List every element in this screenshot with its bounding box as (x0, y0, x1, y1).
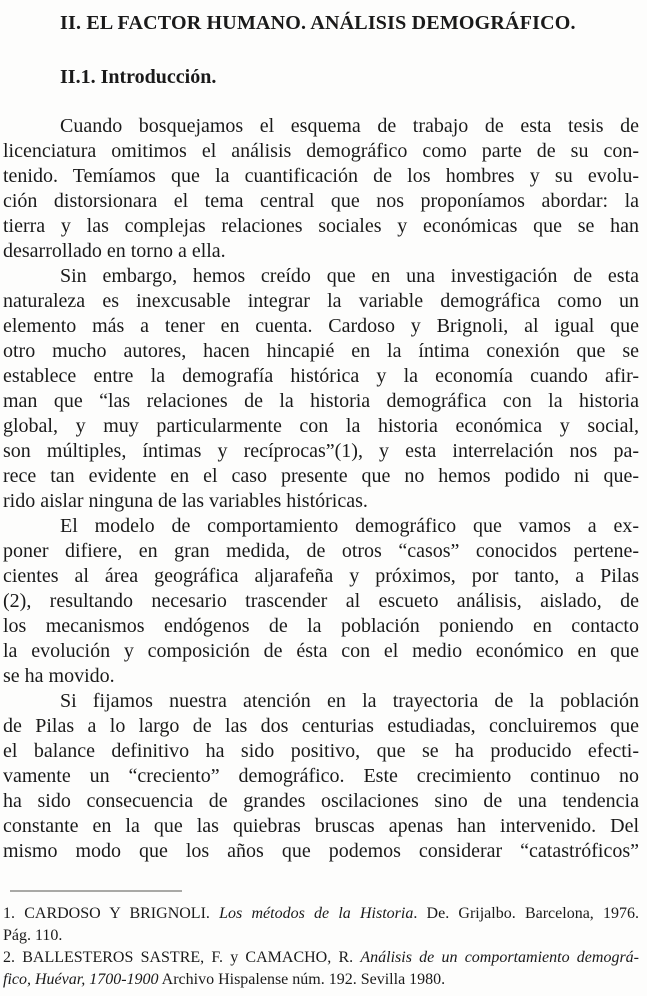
footnote-text: Archivo Hispalense núm. 192. Sevilla 1980. (158, 971, 446, 988)
text-line: licenciatura omitimos el análisis demográfico como parte de su con- (3, 140, 639, 162)
footnote-book-title: Los métodos de la Historia (219, 905, 414, 922)
footnote-text: . De. Grijalbo. Barcelona, 1976. (413, 905, 640, 922)
text-line: Sin embargo, hemos creído que en una investigación de esta (60, 265, 639, 287)
text-line: (2), resultando necesario trascender al escueto análisis, aislado, de (3, 590, 639, 612)
text-line: los mecanismos endógenos de la población poniendo en contacto (3, 615, 639, 637)
paragraph (3, 689, 639, 864)
footnote-book-title: Análisis de un comportamiento demográ- (360, 949, 640, 966)
text-line: de Pilas a lo largo de las dos centurias estudiadas, concluiremos que (3, 715, 639, 737)
text-line: cientes al área geográfica aljarafeña y próximos, por tanto, a Pilas (3, 565, 639, 587)
section-title: II. EL FACTOR HUMANO. ANÁLISIS DEMOGRÁFICO. (60, 12, 576, 34)
text-line: global, y muy particularmente con la historia económica y social, (3, 415, 639, 437)
text-line: el balance definitivo ha sido positivo, que se ha producido efecti- (3, 740, 639, 762)
footnote-text: 2. BALLESTEROS SASTRE, F. y CAMACHO, R. (3, 949, 361, 966)
text-line: mismo modo que los años que podemos considerar “catastróficos” (3, 840, 639, 862)
text-line: otro mucho autores, hacen hincapié en la íntima conexión que se (3, 340, 639, 362)
text-line: vamente un “creciento” demográfico. Este crecimiento continuo no (3, 765, 639, 787)
text-line: son múltiples, íntimas y recíprocas”(1), y esta interrelación nos pa- (3, 440, 639, 462)
text-line: poner difiere, en gran medida, de otros “casos” conocidos pertene- (3, 540, 639, 562)
text-line: tierra y las complejas relaciones sociales y económicas que se han (3, 215, 639, 237)
text-line: establece entre la demografía histórica y la economía cuando afir- (3, 365, 639, 387)
footnote-book-title: fico, Huévar, 1700-1900 (3, 971, 159, 988)
subsection-title: II.1. Introducción. (60, 66, 217, 88)
text-line: tenido. Temíamos que la cuantificación de los hombres y su evolu- (3, 165, 639, 187)
footnote-line (3, 903, 639, 925)
text-line: rece tan evidente en el caso presente que no hemos podido ni que- (3, 465, 639, 487)
text-line: ción distorsionara el tema central que nos proponíamos abordar: la (3, 190, 639, 212)
footnote-line (3, 947, 639, 969)
text-line: rido aislar ninguna de las variables históricas. (3, 490, 368, 512)
footnote-line (3, 925, 639, 947)
text-line: constante en la que las quiebras bruscas apenas han intervenido. Del (3, 815, 639, 837)
paragraph (3, 264, 639, 514)
footnote (3, 947, 639, 991)
footnote-line (3, 969, 639, 991)
paragraph (3, 114, 639, 264)
footnotes (3, 903, 639, 991)
text-line: se ha movido. (3, 665, 115, 687)
footnote-text: Pág. 110. (3, 927, 63, 944)
text-line: Si fijamos nuestra atención en la trayectoria de la población (60, 690, 639, 712)
text-line: Cuando bosquejamos el esquema de trabajo de esta tesis de (60, 115, 639, 137)
text-line: ha sido consecuencia de grandes oscilaciones sino de una tendencia (3, 790, 639, 812)
text-line: naturaleza es inexcusable integrar la variable demográfica como un (3, 290, 639, 312)
text-line: El modelo de comportamiento demográfico que vamos a ex- (60, 515, 639, 537)
text-line: la evolución y composición de ésta con el medio económico en que (3, 640, 639, 662)
footnote (3, 903, 639, 947)
body-text (3, 114, 639, 864)
text-line: man que “las relaciones de la historia demográfica con la historia (3, 390, 639, 412)
footnote-text: 1. CARDOSO Y BRIGNOLI. (3, 905, 220, 922)
footnote-separator (10, 890, 182, 892)
paragraph (3, 514, 639, 689)
text-line: elemento más a tener en cuenta. Cardoso y Brignoli, al igual que (3, 315, 639, 337)
text-line: desarrollado en torno a ella. (3, 240, 226, 262)
